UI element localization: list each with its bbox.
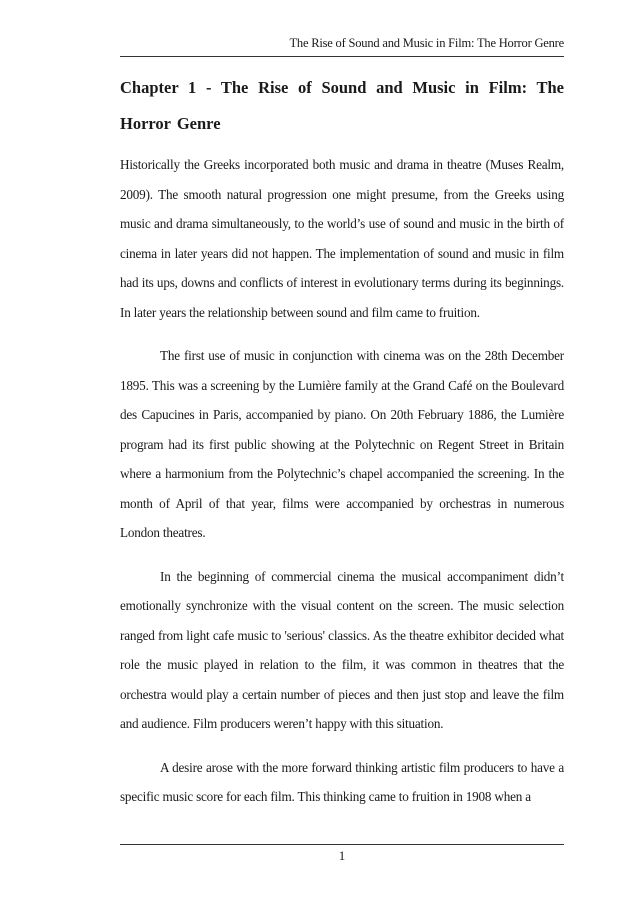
paragraph-2: The first use of music in conjunction with cinema was on the 28th December 1895. This was a screening by the Lumière family at the Grand Café on the Boulevard des Capucines in Paris, accompanied by piano. On 20th February 1886, the Lumière program had its first public showing at the Polytechnic on Regent Street in Britain where a harmonium from the Polytechnic’s chapel accompanied the screening. In the month of April of that year, films were accompanied by orchestras in numerous London theatres. bbox=[120, 348, 564, 540]
paragraph-1: Historically the Greeks incorporated both music and drama in theatre (Muses Realm, 2009). The smooth natural progression one might presume, from the Greeks using music and drama simultaneously, to the world’s use of sound and music in the birth of cinema in later years did not happen. The implementation of sound and music in film had its ups, downs and conflicts of interest in evolutionary terms during its beginnings. In later years the relationship between sound and film came to fruition. bbox=[120, 157, 564, 320]
header-divider bbox=[120, 56, 564, 57]
page-number: 1 bbox=[338, 848, 346, 863]
paragraph-4: A desire arose with the more forward thinking artistic film producers to have a specific music score for each film. This thinking came to fruition in 1908 when a bbox=[120, 759, 564, 804]
paragraph-3: In the beginning of commercial cinema the musical accompaniment didn’t emotionally synchronize with the visual content on the screen. The music selection ranged from light cafe music to 'serious' classics. As the theatre exhibitor decided what role the music played in relation to the film, it was common in theatres that the orchestra would play a certain number of pieces and then just stop and leave the film and audience. Film producers weren’t happy with this situation. bbox=[120, 568, 564, 731]
running-header: The Rise of Sound and Music in Film: The Horror Genre bbox=[289, 36, 564, 50]
footer-divider bbox=[120, 844, 564, 845]
page-body bbox=[120, 70, 564, 826]
chapter-title: Chapter 1 - The Rise of Sound and Music in Film: The Horror Genre bbox=[120, 78, 564, 133]
